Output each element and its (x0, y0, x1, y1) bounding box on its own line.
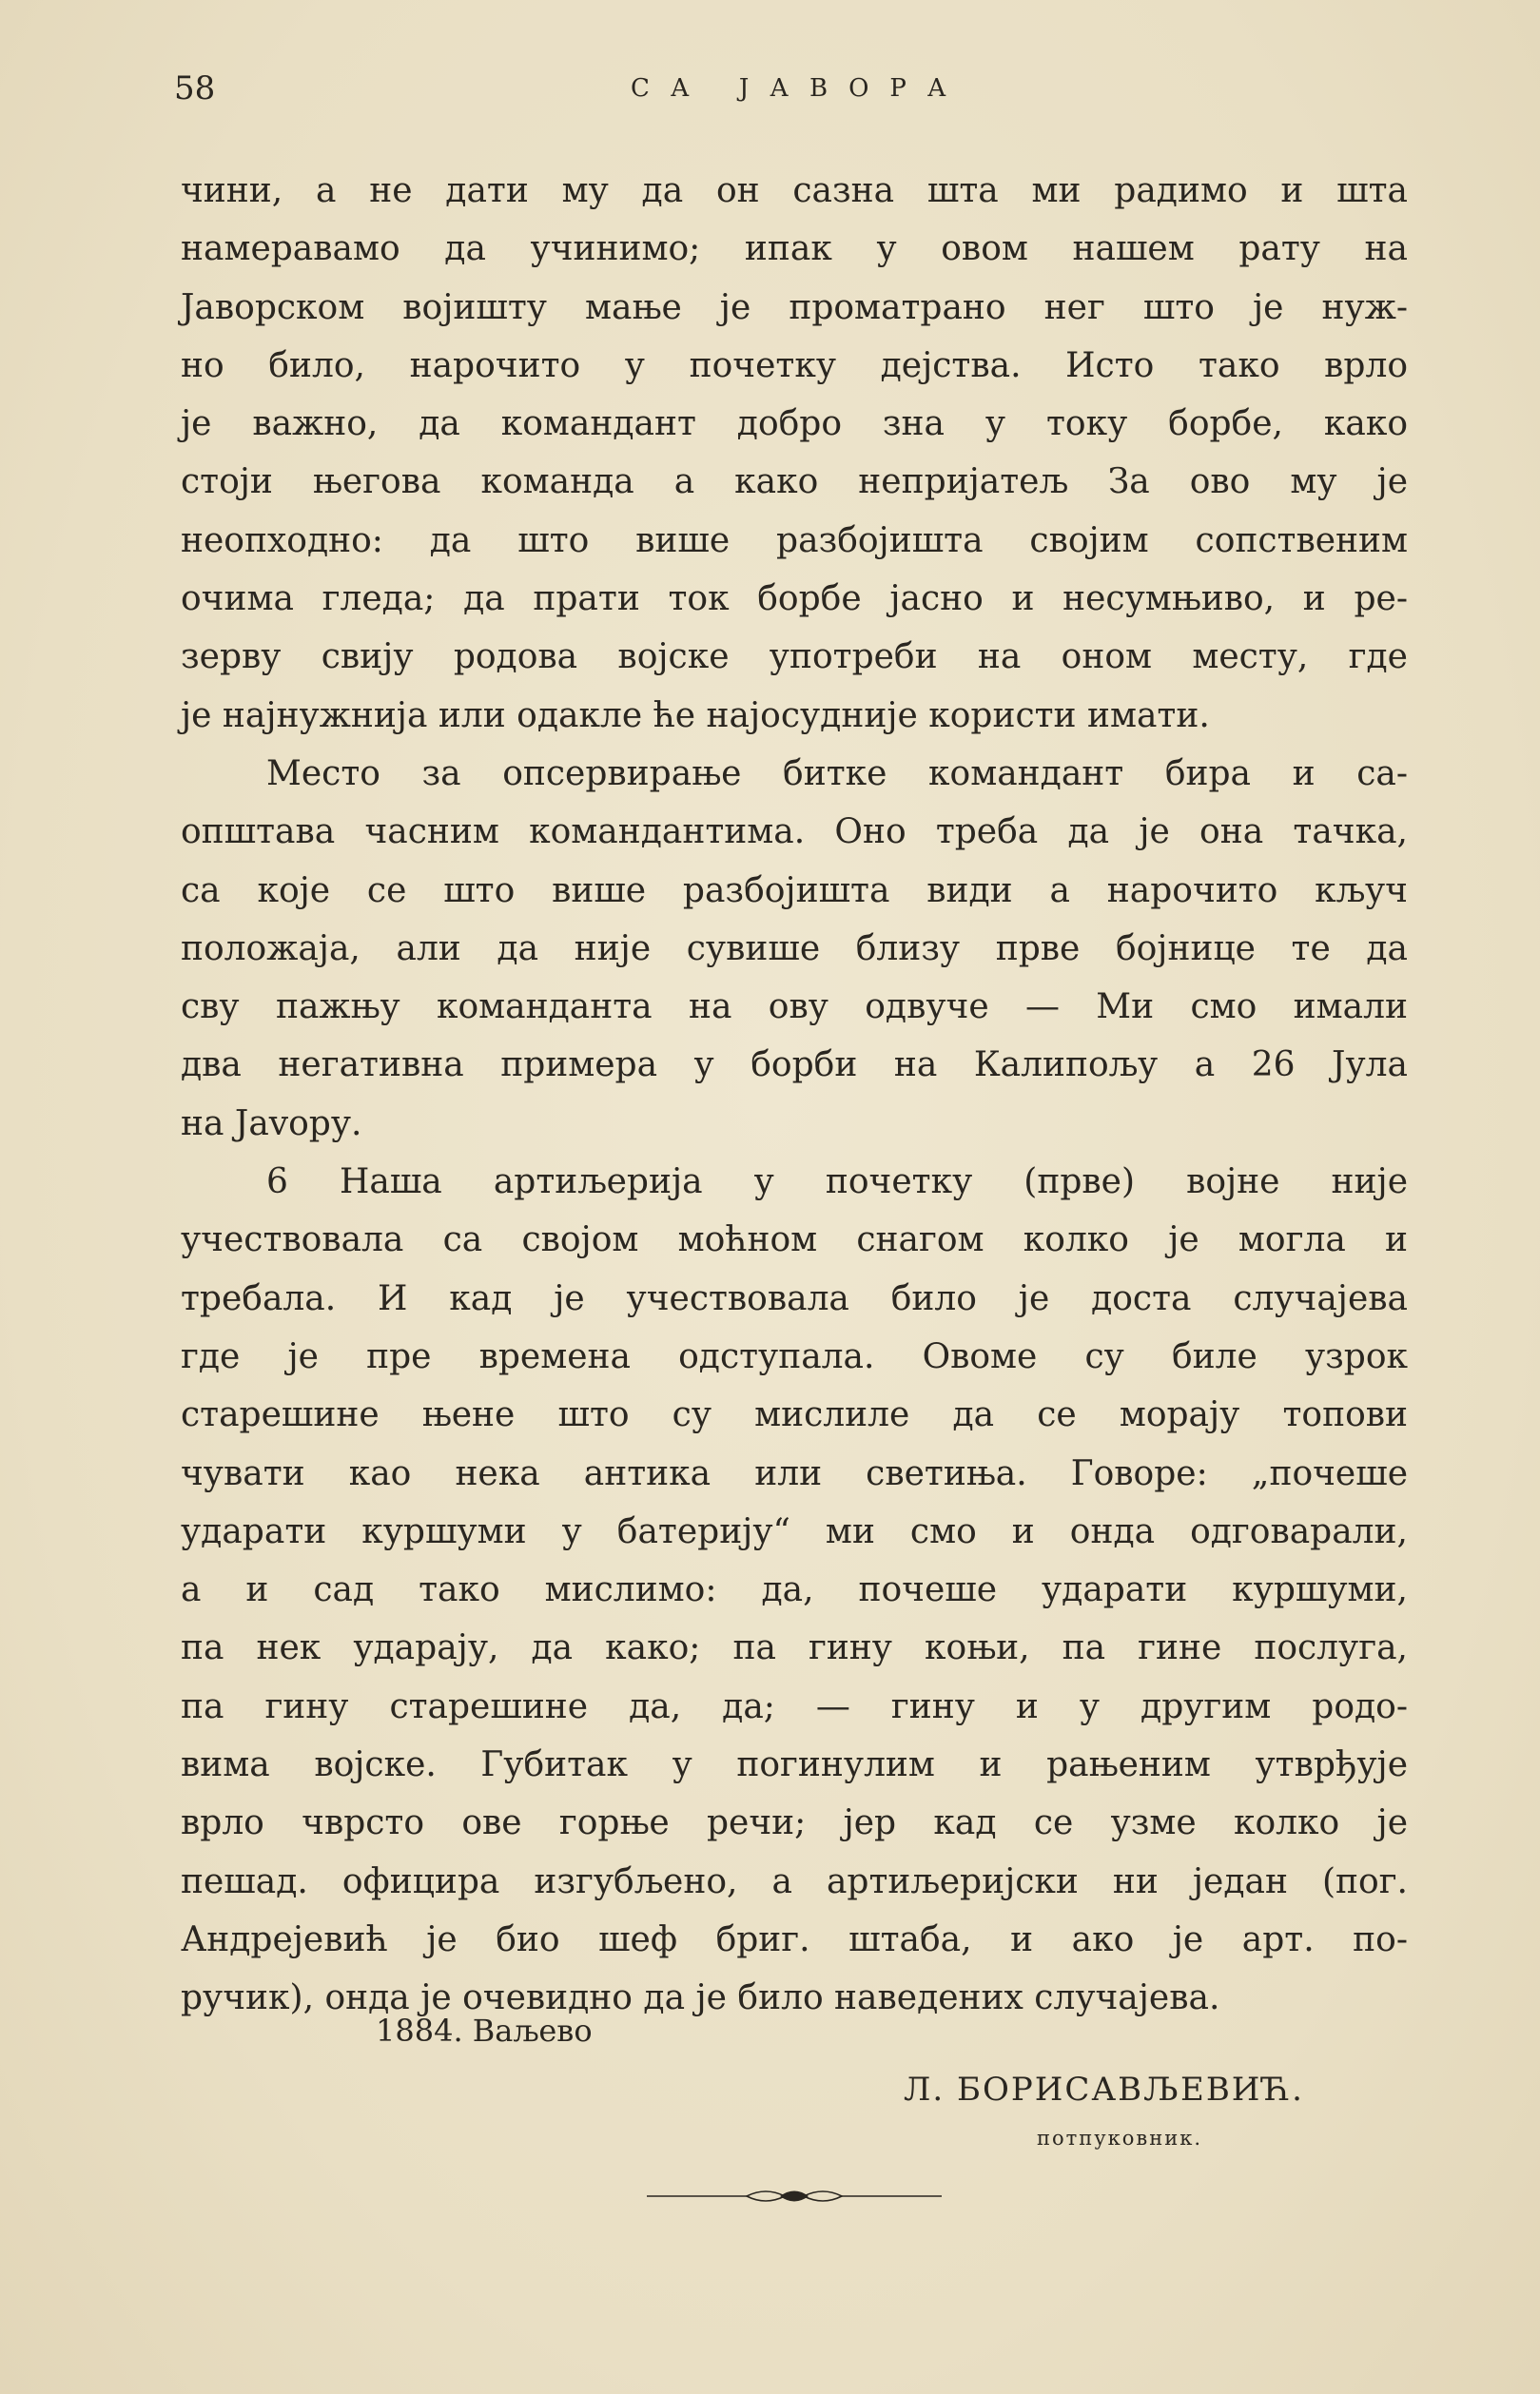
text-line: очима гледа; да прати ток борбе јасно и несумњиво, и ре- (181, 579, 1408, 619)
text-line: је важно, да командант добро зна у току борбе, како (181, 404, 1408, 444)
text-line: ручик), онда је очевидно да је било наведених случајева. (181, 1978, 1220, 2018)
text-line: пешад. официра изгубљено, а артиљеријски ни један (пог. (181, 1861, 1408, 1901)
text-line: општава часним командантима. Оно треба да је она тачка, (181, 812, 1408, 852)
text-line: но било, нарочито у почетку дејства. Исто тако врло (181, 345, 1408, 385)
text-line: врло чврсто ове горње речи; јер кад се узме колко је (181, 1803, 1408, 1843)
text-line: вима војске. Губитак у погинулим и рањеним утврђује (181, 1745, 1408, 1785)
body-text (181, 162, 1408, 2028)
text-line: требала. И кад је учествовала било је доста случајева (181, 1278, 1408, 1318)
text-line: Јаворском војишту мање је проматрано нег што је нуж- (181, 287, 1408, 327)
text-line: па нек ударају, да како; па гину коњи, па гине послуга, (181, 1628, 1408, 1668)
text-line: на Javору. (181, 1103, 362, 1143)
page-number: 58 (174, 69, 216, 107)
text-line: сву пажњу команданта на ову одвуче — Ми смо имали (181, 987, 1408, 1027)
author-signature: Л. БОРИСАВЉЕВИЋ. (904, 2071, 1304, 2109)
text-line: са које се што више разбојишта види а нарочито кључ (181, 870, 1408, 910)
text-line: зерву свију родова војске употреби на оном месту, где (181, 637, 1408, 677)
ornament-divider-icon (647, 2180, 942, 2212)
text-line: Место за опсервирање битке командант бира и са- (266, 753, 1408, 793)
text-line: а и сад тако мислимо: да, почеше ударати куршуми, (181, 1570, 1408, 1610)
text-line: положаја, али да није сувише близу прве бојнице те да (181, 928, 1408, 968)
text-line: где је пре времена одступала. Овоме су биле узрок (181, 1336, 1408, 1376)
text-line: па гину старешине да, да; — гину и у другим родо- (181, 1686, 1408, 1726)
text-line: 6 Наша артиљерија у почетку (прве) војне није (266, 1162, 1408, 1202)
text-line: чувати као нека антика или светиња. Говоре: „почеше (181, 1453, 1408, 1493)
text-line: ударати куршуми у батерију“ ми смо и онда одговарали, (181, 1511, 1408, 1551)
text-line: намеравамо да учинимо; ипак у овом нашем рату на (181, 229, 1408, 269)
dateline: 1884. Ваљево (376, 2013, 593, 2049)
text-line: стоји његова команда а како непријатељ За ово му је (181, 462, 1408, 502)
text-line: учествовала са својом моћном снагом колко је могла и (181, 1220, 1408, 1260)
text-line: неопходно: да што више разбојишта својим сопственим (181, 520, 1408, 560)
text-line: чини, а не дати му да он сазна шта ми радимо и шта (181, 171, 1408, 210)
author-rank: потпуковник. (1037, 2127, 1202, 2150)
text-line: Андрејевић је био шеф бриг. штаба, и ако је арт. по- (181, 1919, 1408, 1959)
page-header (174, 65, 1411, 112)
text-line: старешине њене што су мислиле да се морају топови (181, 1395, 1408, 1435)
text-line: два негативна примера у борби на Калипољу а 26 Јула (181, 1045, 1408, 1085)
text-line: је најнужнија или одакле ће најосудније користи имати. (181, 695, 1210, 735)
running-title: СА ЈАВОРА (631, 74, 967, 103)
